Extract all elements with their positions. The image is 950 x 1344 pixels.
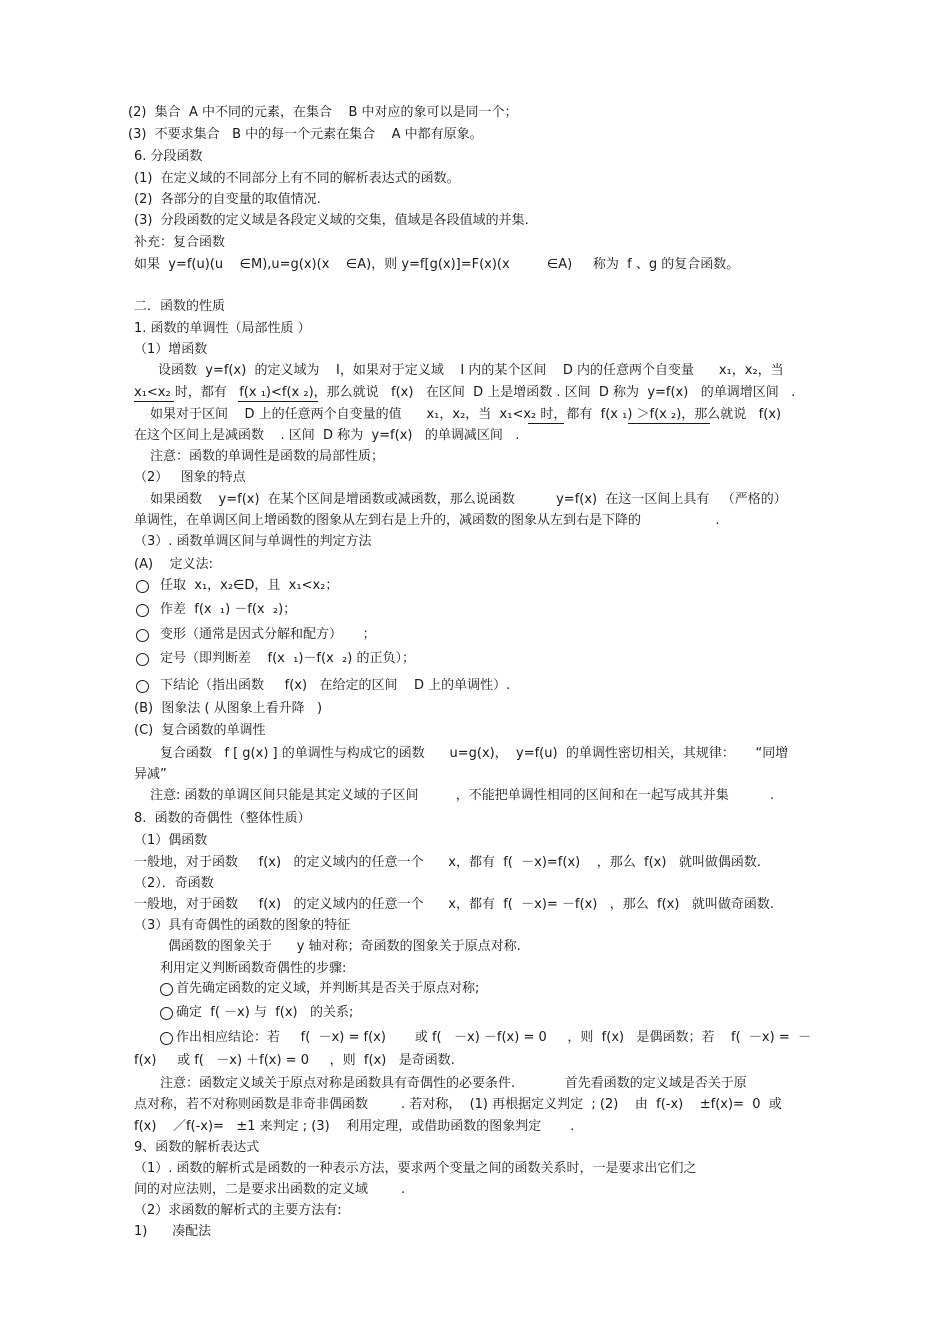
text-line: (A) 定义法: <box>134 557 213 572</box>
text-line: 8. 函数的奇偶性（整体性质） <box>134 811 311 826</box>
text-line: 9、函数的解析表达式 <box>134 1140 260 1155</box>
text-line: （3）具有奇偶性的函数的图象的特征 <box>134 918 351 933</box>
step-3-marker <box>136 629 149 642</box>
text-line: 设函数 y=f(x) 的定义域为 I，如果对于定义域 I 内的某个区间 D 内的任意两个自变量 x₁，x₂，当 <box>158 363 784 378</box>
text-line: 注意：函数的单调性是函数的局部性质； <box>150 449 385 464</box>
text-line: 定号（即判断差 f(x ₁)－f(x ₂) 的正负）； <box>160 651 415 666</box>
text-line: 一般地，对于函数 f(x) 的定义域内的任意一个 x，都有 f( －x)= －f(x) ，那么 f(x) 就叫做奇函数. <box>134 897 774 912</box>
text-line: (3) 分段函数的定义域是各段定义域的交集，值域是各段值域的并集. <box>134 213 529 228</box>
text-line: (2) 集合 A 中不同的元素，在集合 B 中对应的象可以是同一个； <box>128 105 518 120</box>
section-heading: 二．函数的性质 <box>134 299 226 314</box>
text-line: 6. 分段函数 <box>134 149 203 164</box>
text-line: x₁<x₂ 时，都有 f(x ₁)<f(x ₂)，那么就说 f(x) 在区间 D 上是增函数 . 区间 D 称为 y=f(x) 的单调增区间 . <box>134 385 796 400</box>
step-2-marker <box>136 604 149 617</box>
underline <box>238 401 318 402</box>
text-line: (1) 在定义域的不同部分上有不同的解析表达式的函数。 <box>134 171 460 186</box>
text-line: 首先确定函数的定义域，并判断其是否关于原点对称; <box>176 981 480 996</box>
step-3-marker <box>160 1032 173 1045</box>
step-1-marker <box>160 983 173 996</box>
text-line: (B) 图象法 ( 从图象上看升降 ) <box>134 701 323 716</box>
text-line: 1) 凑配法 <box>134 1224 212 1239</box>
text-line: 变形（通常是因式分解和配方） ； <box>160 627 376 642</box>
text-line: 异减” <box>134 767 167 782</box>
text-line: 单调性，在单调区间上增函数的图象从左到右是上升的，减函数的图象从左到右是下降的 . <box>134 513 720 528</box>
text-line: 利用定义判断函数奇偶性的步骤: <box>160 961 347 976</box>
text-line: (C) 复合函数的单调性 <box>134 723 266 738</box>
text-line: 一般地，对于函数 f(x) 的定义域内的任意一个 x，都有 f( －x)=f(x) ，那么 f(x) 就叫做偶函数. <box>134 855 761 870</box>
text-line: 如果对于区间 D 上的任意两个自变量的值 x₁，x₂，当 x₁<x₂ 时，都有 f(x ₁) ＞f(x ₂)，那么就说 f(x) <box>150 407 782 422</box>
text-line: （1）偶函数 <box>134 833 208 848</box>
text-line: 注意: 函数的单调区间只能是其定义域的子区间 ，不能把单调性相同的区间和在一起写成其并集 . <box>150 788 775 803</box>
text-line: （2） 图象的特点 <box>134 470 246 485</box>
text-line: 1. 函数的单调性（局部性质 ） <box>134 321 311 336</box>
step-5-marker <box>136 680 149 693</box>
text-line: 确定 f( －x) 与 f(x) 的关系; <box>176 1005 354 1020</box>
text-line: (3) 不要求集合 B 中的每一个元素在集合 A 中都有原象。 <box>128 127 483 142</box>
text-line: 在这个区间上是减函数 . 区间 D 称为 y=f(x) 的单调减区间 . <box>134 428 520 443</box>
step-4-marker <box>136 653 149 666</box>
text-line: 点对称，若不对称则函数是非奇非偶函数 . 若对称， (1) 再根据定义判定 ; (2) 由 f(-x) ±f(x)= 0 或 <box>134 1097 782 1112</box>
text-line: 如果 y=f(u)(u ∈M),u=g(x)(x ∈A)，则 y=f[g(x)]=F(x)(x ∈A) 称为 f 、g 的复合函数。 <box>134 257 740 272</box>
text-line: （1）增函数 <box>134 342 208 357</box>
text-line: （2）．奇函数 <box>134 876 214 891</box>
underline <box>134 401 174 402</box>
text-line: 间的对应法则，二是要求出函数的定义域 . <box>134 1182 406 1197</box>
text-line: (2) 各部分的自变量的取值情况. <box>134 192 321 207</box>
text-line: 下结论（指出函数 f(x) 在给定的区间 D 上的单调性）. <box>160 678 511 693</box>
text-line: 作出相应结论：若 f( －x) = f(x) 或 f( －x) －f(x) = 0 ，则 f(x) 是偶函数；若 f( －x) = － <box>176 1030 811 1045</box>
text-line: （2）求函数的解析式的主要方法有: <box>134 1203 342 1218</box>
text-line: （3）. 函数单调区间与单调性的判定方法 <box>134 534 372 549</box>
text-line: 补充：复合函数 <box>134 235 226 250</box>
text-line: 复合函数 f [ g(x) ] 的单调性与构成它的函数 u=g(x)， y=f(u) 的单调性密切相关，其规律： “同增 <box>160 746 789 761</box>
text-line: 如果函数 y=f(x) 在某个区间是增函数或减函数，那么说函数 y=f(x) 在这一区间上具有 （严格的） <box>150 492 787 507</box>
text-line: （1）. 函数的解析式是函数的一种表示方法，要求两个变量之间的函数关系时，一是要求出它们之 <box>134 1161 697 1176</box>
step-2-marker <box>160 1007 173 1020</box>
text-line: f(x) 或 f( －x) ＋f(x) = 0 ，则 f(x) 是奇函数. <box>134 1053 455 1068</box>
text-line: f(x) ／f(-x)= ±1 来判定 ; (3) 利用定理，或借助函数的图象判定 . <box>134 1119 575 1134</box>
text-line: 注意：函数定义域关于原点对称是函数具有奇偶性的必要条件. 首先看函数的定义域是否关于原 <box>160 1076 747 1091</box>
underline <box>628 423 710 424</box>
text-line: 作差 f(x ₁) －f(x ₂)； <box>160 602 297 617</box>
step-1-marker <box>136 580 149 593</box>
text-line: 偶函数的图象关于 y 轴对称；奇函数的图象关于原点对称. <box>168 939 521 954</box>
text-line: 任取 x₁，x₂∈D，且 x₁<x₂； <box>160 578 339 593</box>
underline <box>528 423 564 424</box>
